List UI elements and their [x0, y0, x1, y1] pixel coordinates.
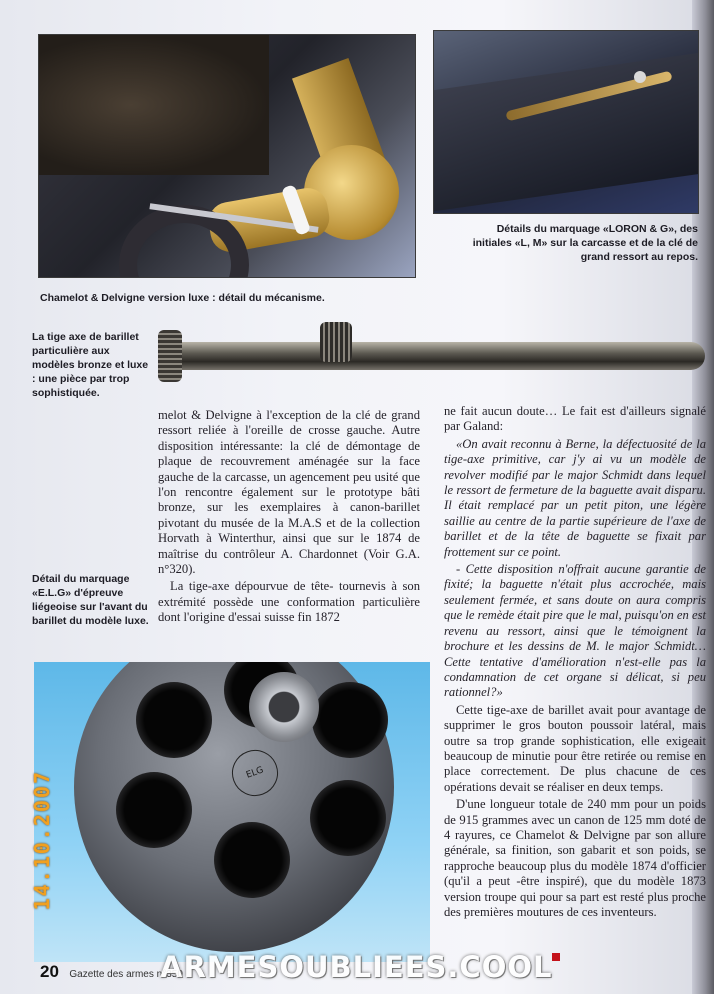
- date-stamp: 14.10.2007: [30, 770, 54, 911]
- quote-text: - Cette disposition n'offrait aucune garantie de fixité; la baguette n'était plus accrochée, mais seulement fermée, et sans doute on aura compris que le remède était pire que le mal, puisqu'on en est revenu au ressort, ainsi que le témoignent la brochure et les dessins de M. le major Schmidt… Cette tentative d'amélioration n'est-elle pas la condamnation de cet organe si délicat, si peu rationnel?»: [444, 562, 706, 700]
- photo-chamber: [136, 682, 212, 758]
- photo-cylinder-body: [74, 662, 394, 952]
- photo-rod: [160, 342, 705, 370]
- photo-markings: [433, 30, 699, 214]
- end-mark: [552, 953, 560, 961]
- paragraph: ne fait aucun doute… Le fait est d'ailleurs signalé par Galand:: [444, 404, 706, 434]
- quote-text: «On avait reconnu à Berne, la défectuosité de la tige-axe primitive, car j'y ai vu un modèle de revolver modifié par le major Schmidt dans lequel le ressort de fermeture de la baguette avait disparu. Il était remplacé par un petit piton, une légère saillie au centre de la partie supérieure de l'axe de barillet et de la tête de baguette se fixait par frottement sur ce point.: [444, 436, 706, 559]
- paragraph: melot & Delvigne à l'exception de la clé de grand ressort reliée à l'oreille de crosse gauche. Autre disposition intéressante: la clé de démontage de plaque de recouvrement aménagée sur la face gauche de la carcasse, un agencement peu usité que l'on rencontre également sur le prototype bâti bronze, sur les exemplaires à canon-barillet pivotant du musée de la M.A.S et de la collection Horvath à Winterthur, ainsi que sur le 1874 de maîtrise du contrôleur A. Chardonnet (Voir G.A. n°320).: [158, 408, 420, 577]
- watermark: ARMESOUBLIEES.COOL: [160, 950, 553, 984]
- photo-axis-pin: [150, 318, 710, 396]
- photo-frame-engraved: [39, 35, 269, 175]
- photo-chamber: [116, 772, 192, 848]
- quote-paragraph: [444, 437, 706, 560]
- caption-elg-mark: Détail du marquage «E.L.G» d'épreuve liégeoise sur l'avant du barillet du modèle luxe.: [32, 573, 149, 627]
- magazine-name: Gazette des armes n°350: [69, 969, 183, 980]
- caption-markings: Détails du marquage «LORON & G», des initiales «L, M» sur la carcasse et de la clé de grand ressort au repos.: [472, 223, 698, 263]
- photo-mechanism: [38, 34, 416, 278]
- paragraph: La tige-axe dépourvue de tête- tournevis à son extrémité possède une conformation particulière dont l'origine d'essai suisse fin 1872: [158, 579, 420, 625]
- elg-proof-stamp: ELG: [226, 744, 285, 803]
- article-column-1: [158, 408, 420, 628]
- paragraph: Cette tige-axe de barillet avait pour avantage de supprimer le gros bouton poussoir latéral, mais outre sa trop grande sophistication, elle exigeait beaucoup de minutie pour être retirée ou remise en place correctement. De plus chacune de ces opérations devait se réaliser en deux temps.: [444, 702, 706, 794]
- caption-mechanism: Chamelot & Delvigne version luxe : détail du mécanisme.: [40, 292, 325, 304]
- photo-knurled-knob: [158, 330, 182, 382]
- quote-paragraph: [444, 562, 706, 701]
- photo-chamber: [312, 682, 388, 758]
- photo-cylinder: [34, 662, 430, 962]
- photo-screw: [634, 71, 646, 83]
- caption-axis-pin: La tige axe de barillet particulière aux modèles bronze et luxe : une pièce par trop sophistiquée.: [32, 331, 149, 399]
- article-column-2: [444, 404, 706, 922]
- photo-knurled-collar: [320, 322, 352, 362]
- paragraph: D'une longueur totale de 240 mm pour un poids de 915 grammes avec un canon de 125 mm doté de 4 rayures, ce Chamelot & Delvigne par son allure générale, sa finition, son gabarit et son poids, se rapproche beaucoup plus du modèle 1874 d'officier (qu'il a peut -être inspiré), que du modèle 1873 version troupe qui pour sa part est resté plus proche des premières moutures de ces inventeurs.: [444, 797, 706, 919]
- page-number: 20: [40, 962, 59, 981]
- photo-chamber: [214, 822, 290, 898]
- photo-center-ring: [249, 672, 319, 742]
- photo-chamber: [310, 780, 386, 856]
